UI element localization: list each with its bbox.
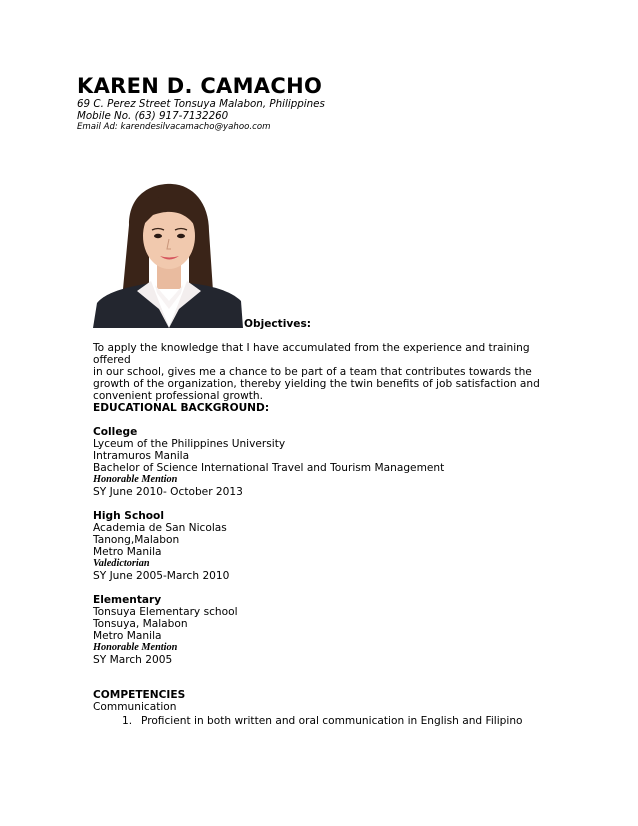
highschool-level: High School [93, 510, 164, 522]
portrait-illustration [93, 181, 243, 328]
highschool-years: SY June 2005-March 2010 [93, 570, 230, 582]
competencies-heading: COMPETENCIES [93, 689, 186, 701]
competency-category: Communication [93, 701, 177, 713]
elementary-level: Elementary [93, 594, 162, 606]
elementary-honor: Honorable Mention [93, 642, 178, 653]
college-location: Intramuros Manila [93, 450, 190, 462]
portrait-photo [93, 181, 243, 328]
college-honor: Honorable Mention [93, 474, 178, 485]
highschool-honor: Valedictorian [93, 558, 150, 569]
college-years: SY June 2010- October 2013 [93, 486, 243, 498]
objectives-line: in our school, gives me a chance to be part of a team that contributes towards the [93, 366, 532, 378]
elementary-school: Tonsuya Elementary school [93, 606, 238, 618]
candidate-name: KAREN D. CAMACHO [77, 74, 323, 98]
objectives-line: To apply the knowledge that I have accumulated from the experience and training offered [93, 342, 530, 366]
college-school: Lyceum of the Philippines University [93, 438, 286, 450]
education-heading: EDUCATIONAL BACKGROUND: [93, 402, 270, 414]
address-line: 69 C. Perez Street Tonsuya Malabon, Philippines [77, 98, 325, 110]
objectives-paragraph [93, 342, 563, 402]
highschool-location: Tanong,Malabon [93, 534, 180, 546]
college-level: College [93, 426, 138, 438]
objectives-line: growth of the organization, thereby yielding the twin benefits of job satisfaction and [93, 378, 540, 390]
mobile-line: Mobile No. (63) 917-7132260 [77, 110, 229, 122]
highschool-school: Academia de San Nicolas [93, 522, 227, 534]
objectives-line: convenient professional growth. [93, 390, 264, 402]
objectives-heading: Objectives: [244, 318, 312, 330]
competency-item-text: Proficient in both written and oral communication in English and Filipino [141, 715, 523, 727]
elementary-region: Metro Manila [93, 630, 162, 642]
highschool-region: Metro Manila [93, 546, 162, 558]
email-line: Email Ad: karendesilvacamacho@yahoo.com [77, 122, 271, 132]
elementary-years: SY March 2005 [93, 654, 173, 666]
elementary-location: Tonsuya, Malabon [93, 618, 188, 630]
competency-item-number: 1. [122, 715, 133, 727]
college-degree: Bachelor of Science International Travel and Tourism Management [93, 462, 445, 474]
competency-item [122, 715, 523, 727]
